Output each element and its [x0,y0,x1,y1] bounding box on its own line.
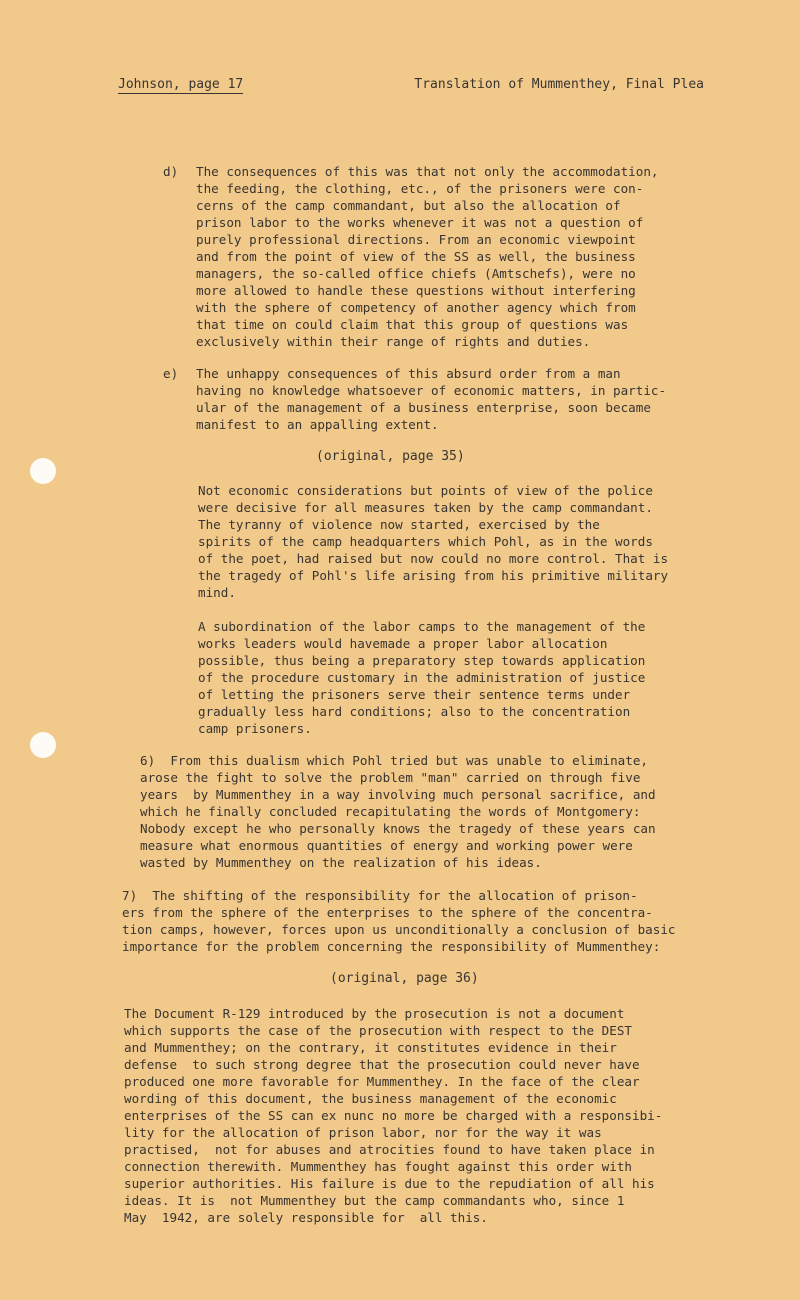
para-e-marker: e) [163,366,179,381]
para-d-text: The consequences of this was that not only the accommodation, the feeding, the clothing, etc., of the prisoners were con- cerns of the camp commandant, but also the allocation of prison labor to the works whenever it was not a question of purely professional directions. From an economic viewpoint and from the point of view of the SS as well, the business managers, the so-called office chiefs (Amtschefs), were no more allowed to handle these questions without interfering with the sphere of competency of another agency which from that time on could claim that this group of questions was exclusively within their range of rights and duties. [196,164,659,349]
quote-paragraph-1: Not economic considerations but points of view of the police were decisive for all measures taken by the camp commandant. The tyranny of violence now started, exercised by the spirits of the camp headquarters which Pohl, as in the words of the poet, had raised but now could no more control. That is the tragedy of Pohl's life arising from his primitive military mind. [198,483,669,600]
para-d-marker: d) [163,164,179,179]
para-final: The Document R-129 introduced by the prosecution is not a document which supports the case of the prosecution with respect to the DEST and Mummenthey; on the contrary, it constitutes evidence in their defense to such strong degree that the prosecution could never have produced one more favorable for Mummenthey. In the face of the clear wording of this document, the business management of the economic enterprises of the SS can ex nunc no more be charged with a responsibi- lity for the allocation of prison labor, nor for the way it was practised, not for abuses and atrocities found to have taken place in connection therewith. Mummenthey has fought against this order with superior authorities. His failure is due to the repudiation of all his ideas. It is not Mummenthey but the camp commandants who, since 1 May 1942, are solely responsible for all this. [124,1006,663,1225]
page-header-left: Johnson, page 17 [118,77,244,92]
para-7: 7) The shifting of the responsibility for the allocation of prison- ers from the sphere of the enterprises to the sphere of the concentra- tion camps, however, forces upon us unconditionally a conclusion of basic importance for the problem concerning the responsibility of Mummenthey: [122,888,676,954]
heading-original-page-36: (original, page 36) [330,971,479,986]
quote-paragraph-2: A subordination of the labor camps to the management of the works leaders would havemade a proper labor allocation possible, thus being a preparatory step towards application of the procedure customary in the administration of justice of letting the prisoners serve their sentence terms under gradually less hard conditions; also to the concentration camp prisoners. [198,619,646,736]
page-header-right: Translation of Mummenthey, Final Plea [414,77,704,92]
heading-original-page-35: (original, page 35) [316,449,465,464]
punch-hole [30,732,56,758]
para-6: 6) From this dualism which Pohl tried but was unable to eliminate, arose the fight to solve the problem "man" carried on through five years by Mummenthey in a way involving much personal sacrifice, and which he finally concluded recapitulating the words of Montgomery: Nobody except he who personally knows the tragedy of these years can measure what enormous quantities of energy and working power were wasted by Mummenthey on the realization of his ideas. [140,753,656,870]
para-e-text: The unhappy consequences of this absurd order from a man having no knowledge whatsoever of economic matters, in partic- ular of the management of a business enterprise, soon became manifest to an appalling extent. [196,366,667,432]
punch-hole [30,458,56,484]
